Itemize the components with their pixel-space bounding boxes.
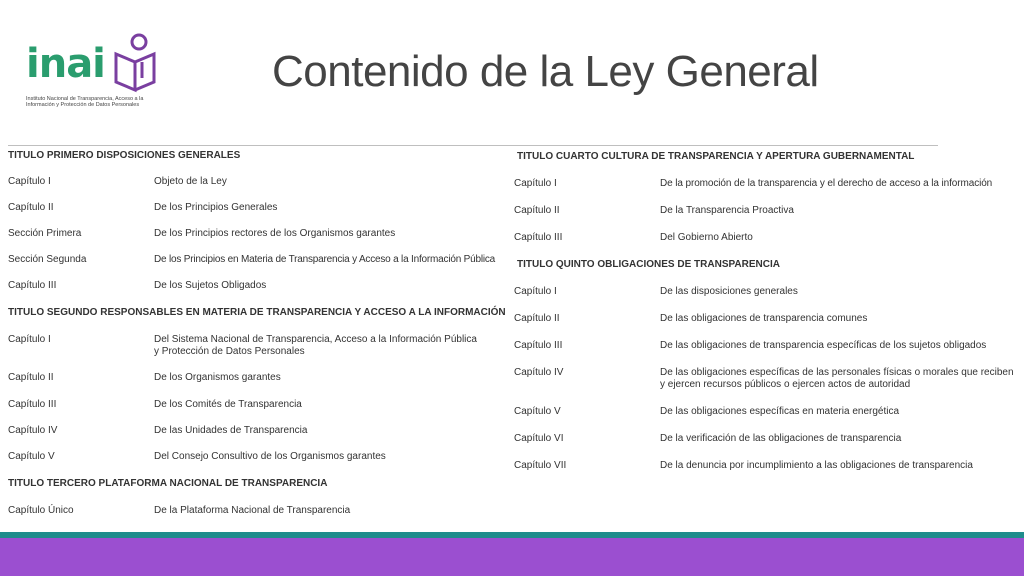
chapter-label: Capítulo I [514,286,557,297]
chapter-label: Capítulo III [514,340,563,351]
chapter-title: De las obligaciones específicas de las personales físicas o morales que reciben y ejercen recursos públicos o ejercen actos de autoridad [660,367,1014,390]
chapter-label: Capítulo VII [514,460,567,471]
logo-wordmark: inai [26,41,105,87]
chapter-title: De las disposiciones generales [660,286,798,297]
chapter-title: De los Principios en Materia de Transparencia y Acceso a la Información Pública [154,254,496,265]
chapter-label: Sección Segunda [8,254,87,265]
book-person-icon [110,32,160,94]
chapter-title: De la promoción de la transparencia y el derecho de acceso a la información [660,178,993,189]
chapter-title: De la Transparencia Proactiva [660,205,794,216]
logo-caption: Instituto Nacional de Transparencia, Acceso a la Información y Protección de Datos Personales [26,96,144,108]
chapter-title: De los Sujetos Obligados [154,280,267,291]
chapter-label: Capítulo I [8,334,51,345]
chapter-title: De la Plataforma Nacional de Transparencia [154,505,351,516]
chapter-label: Capítulo III [8,280,57,291]
chapter-title: De las Unidades de Transparencia [154,425,308,436]
chapter-title: De los Principios rectores de los Organismos garantes [154,228,396,239]
section-heading: TITULO QUINTO OBLIGACIONES DE TRANSPARENCIA [517,259,780,270]
inai-logo [24,32,164,114]
chapter-title: De los Comités de Transparencia [154,399,302,410]
chapter-title: Objeto de la Ley [154,176,227,187]
chapter-title: Del Gobierno Abierto [660,232,753,243]
chapter-title: De la verificación de las obligaciones de transparencia [660,433,902,444]
chapter-title: De las obligaciones de transparencia específicas de los sujetos obligados [660,340,987,351]
chapter-label: Capítulo I [8,176,51,187]
chapter-label: Capítulo II [514,205,560,216]
chapter-label: Capítulo III [8,399,57,410]
chapter-label: Capítulo II [514,313,560,324]
chapter-label: Capítulo V [8,451,55,462]
chapter-title: Del Sistema Nacional de Transparencia, Acceso a la Información Pública y Protección de Datos Personales [154,334,477,357]
chapter-title: De la denuncia por incumplimiento a las obligaciones de transparencia [660,460,973,471]
chapter-title: Del Consejo Consultivo de los Organismos garantes [154,451,386,462]
chapter-label: Capítulo II [8,202,54,213]
chapter-label: Capítulo III [514,232,563,243]
section-heading: TITULO SEGUNDO RESPONSABLES EN MATERIA DE TRANSPARENCIA Y ACCESO A LA INFORMACIÓN [8,307,506,318]
page-title: Contenido de la Ley General [272,47,819,96]
chapter-label: Capítulo I [514,178,557,189]
chapter-label: Capítulo IV [514,367,564,378]
left-column [8,150,506,530]
chapter-title: De las obligaciones específicas en materia energética [660,406,900,417]
chapter-title: De las obligaciones de transparencia comunes [660,313,868,324]
chapter-label: Capítulo Único [8,505,74,516]
section-heading: TITULO CUARTO CULTURA DE TRANSPARENCIA Y APERTURA GUBERNAMENTAL [517,151,915,162]
right-column [514,150,1019,480]
section-heading: TITULO PRIMERO DISPOSICIONES GENERALES [8,150,241,161]
chapter-label: Capítulo II [8,372,54,383]
footer-bar [0,538,1024,576]
chapter-label: Capítulo V [514,406,561,417]
chapter-label: Capítulo IV [8,425,58,436]
chapter-label: Sección Primera [8,228,82,239]
chapter-label: Capítulo VI [514,433,564,444]
chapter-title: De los Principios Generales [154,202,278,213]
chapter-title: De los Organismos garantes [154,372,281,383]
divider [8,145,938,146]
section-heading: TITULO TERCERO PLATAFORMA NACIONAL DE TRANSPARENCIA [8,478,328,489]
